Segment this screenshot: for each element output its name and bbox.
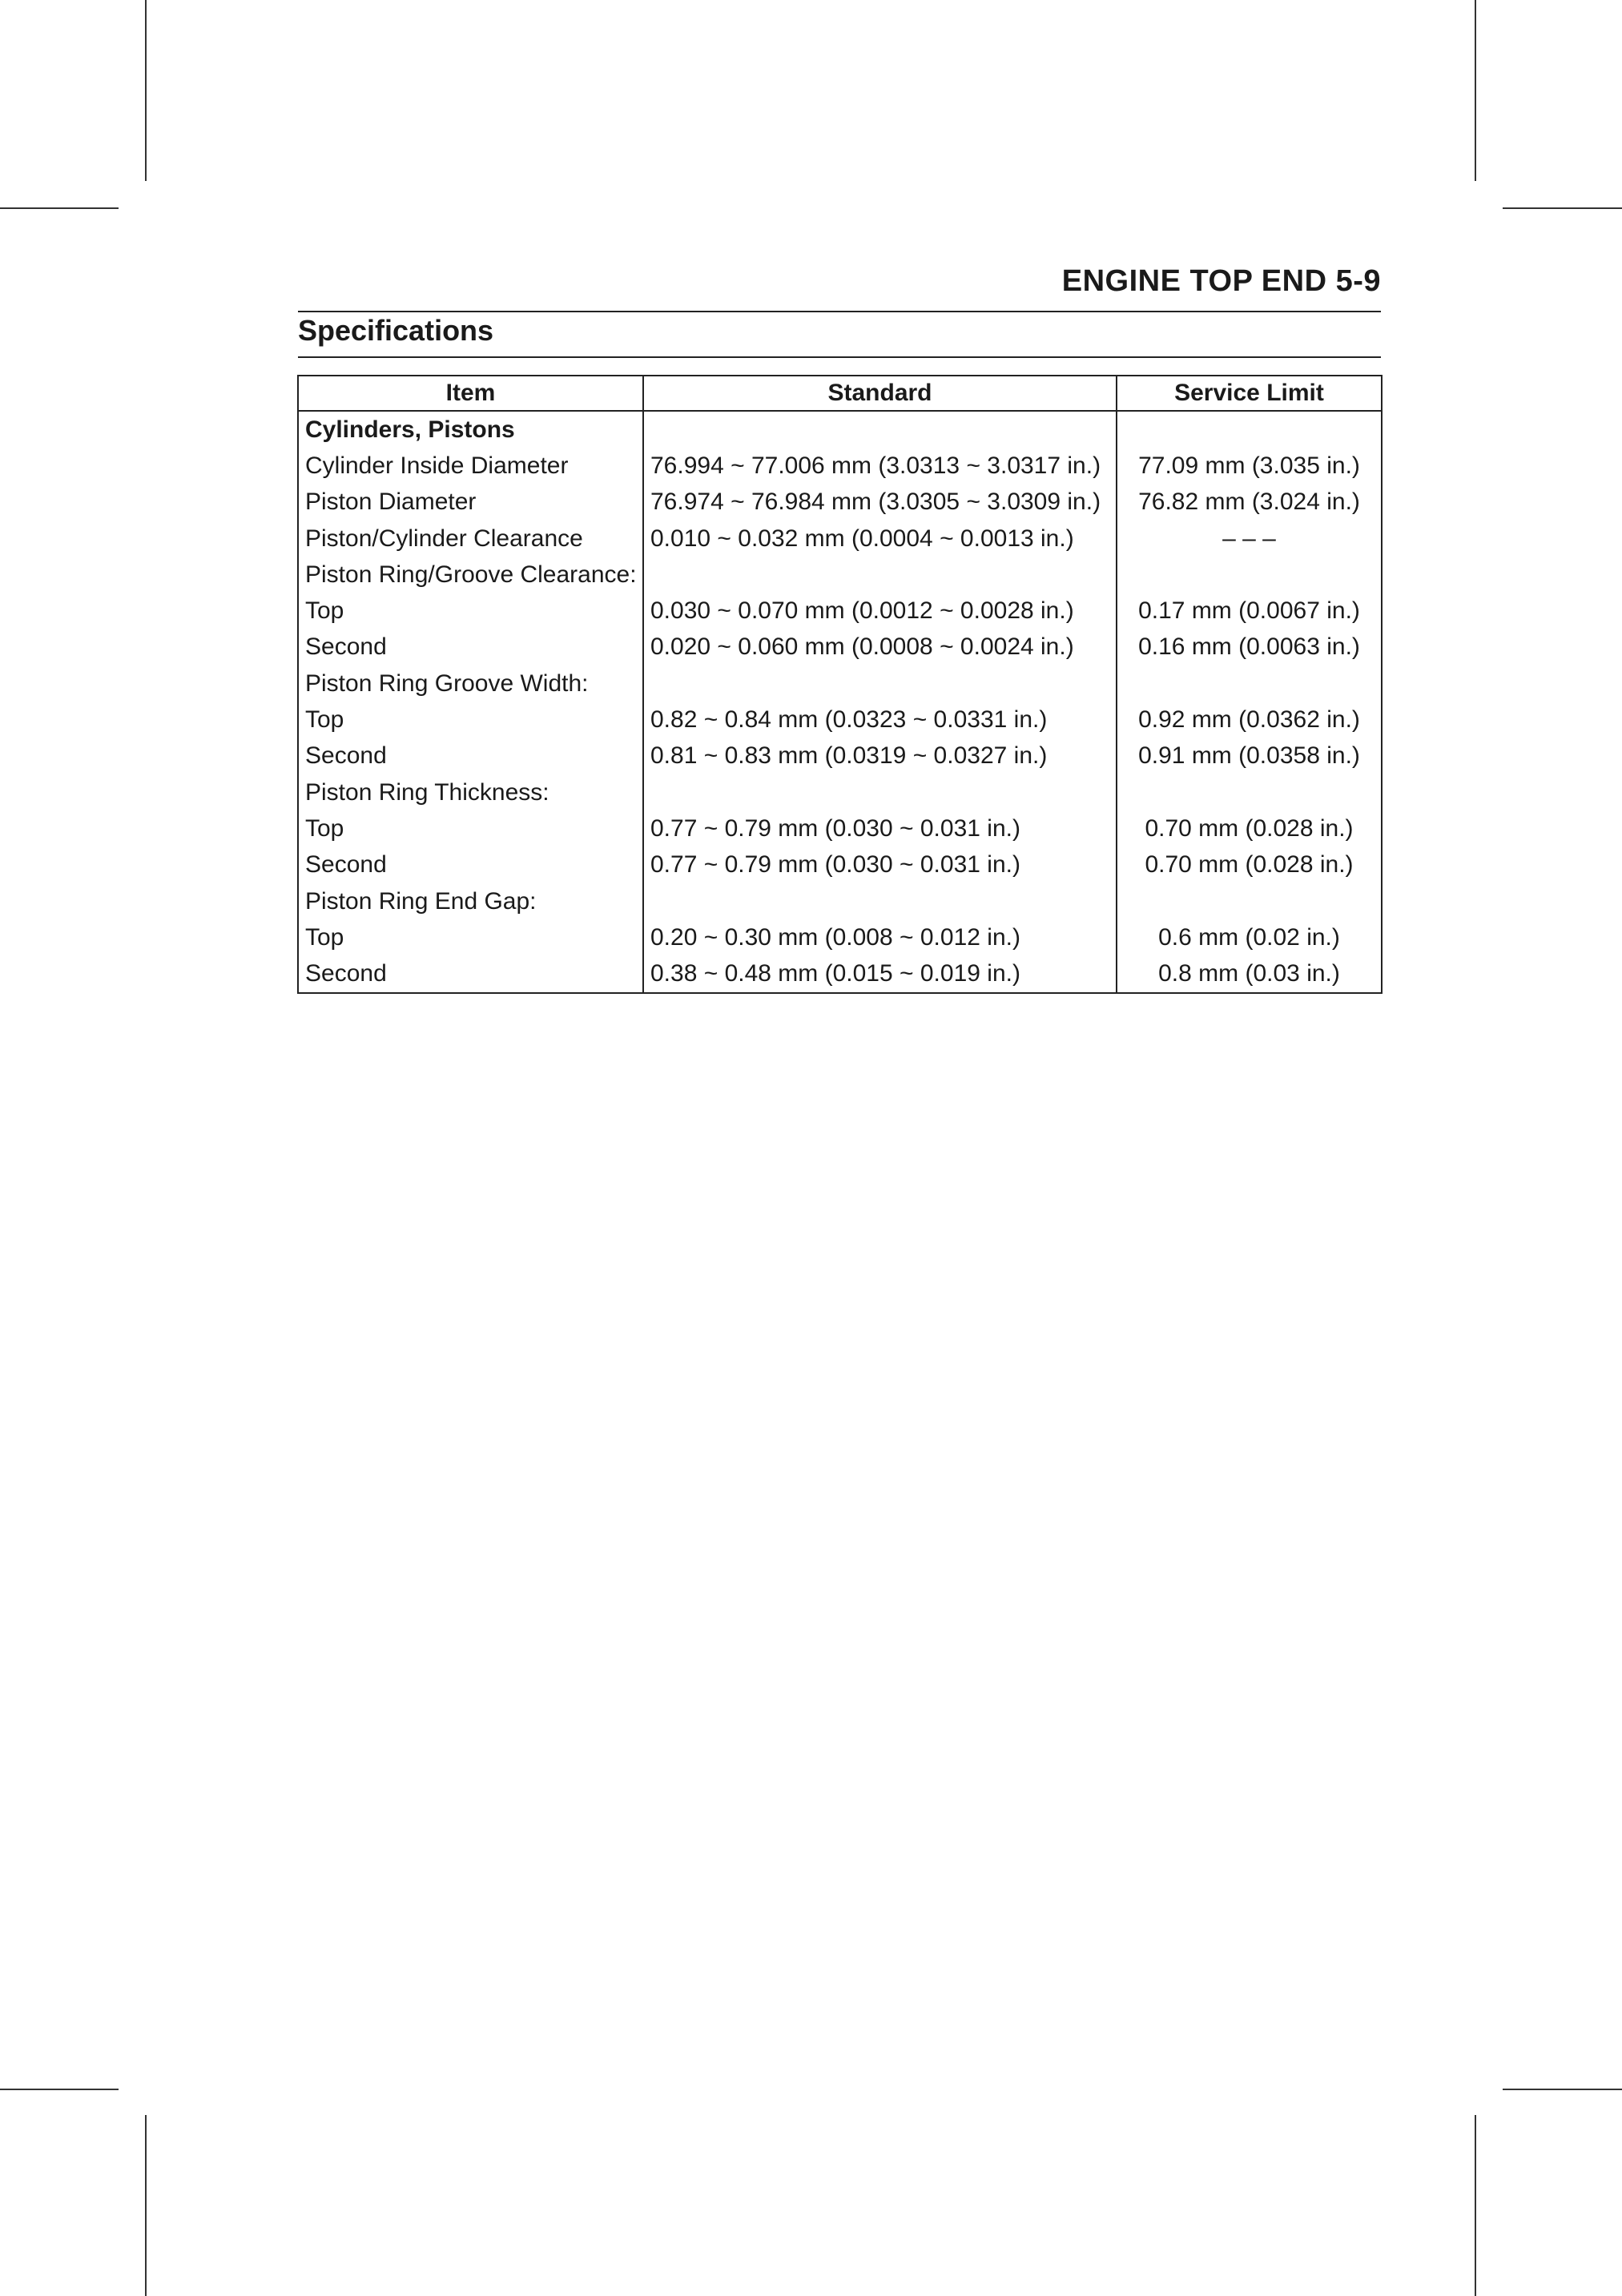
standard-cell (643, 411, 1117, 448)
service-limit-cell: – – – (1117, 521, 1382, 557)
standard-cell (643, 557, 1117, 593)
standard-cell: 0.38 ~ 0.48 mm (0.015 ~ 0.019 in.) (643, 955, 1117, 992)
table-row (298, 557, 1382, 593)
standard-cell: 76.994 ~ 77.006 mm (3.0313 ~ 3.0317 in.) (643, 448, 1117, 484)
section-rule (298, 356, 1381, 358)
crop-mark (0, 207, 119, 209)
item-cell: Second (298, 629, 643, 665)
crop-mark (1475, 2115, 1476, 2296)
table-row (298, 774, 1382, 810)
crop-mark (145, 2115, 147, 2296)
standard-cell: 0.020 ~ 0.060 mm (0.0008 ~ 0.0024 in.) (643, 629, 1117, 665)
column-header-standard: Standard (643, 376, 1117, 411)
standard-cell (643, 665, 1117, 702)
item-cell: Piston Ring Groove Width: (298, 665, 643, 702)
service-limit-cell: 0.92 mm (0.0362 in.) (1117, 702, 1382, 738)
service-limit-cell: 0.6 mm (0.02 in.) (1117, 919, 1382, 955)
service-limit-cell (1117, 411, 1382, 448)
table-row (298, 629, 1382, 665)
table-row (298, 485, 1382, 521)
item-cell: Piston Ring Thickness: (298, 774, 643, 810)
service-limit-cell: 0.17 mm (0.0067 in.) (1117, 593, 1382, 629)
standard-cell (643, 774, 1117, 810)
item-cell: Piston Diameter (298, 485, 643, 521)
item-cell: Second (298, 955, 643, 992)
crop-mark (145, 0, 147, 181)
table-row (298, 702, 1382, 738)
table-row (298, 810, 1382, 846)
item-cell: Cylinder Inside Diameter (298, 448, 643, 484)
item-cell: Top (298, 810, 643, 846)
service-limit-cell: 76.82 mm (3.024 in.) (1117, 485, 1382, 521)
section-title: Specifications (298, 314, 494, 347)
item-cell: Cylinders, Pistons (298, 411, 643, 448)
table-row (298, 521, 1382, 557)
crop-mark (0, 2089, 119, 2090)
table-header-row (298, 376, 1382, 411)
table-row (298, 593, 1382, 629)
column-header-item: Item (298, 376, 643, 411)
standard-cell: 0.20 ~ 0.30 mm (0.008 ~ 0.012 in.) (643, 919, 1117, 955)
service-limit-cell (1117, 883, 1382, 919)
table-row (298, 919, 1382, 955)
item-cell: Top (298, 593, 643, 629)
service-limit-cell (1117, 557, 1382, 593)
table-row (298, 411, 1382, 448)
page-header: ENGINE TOP END 5-9 (1061, 264, 1381, 298)
header-rule (298, 311, 1381, 312)
specifications-table (297, 375, 1383, 994)
standard-cell: 76.974 ~ 76.984 mm (3.0305 ~ 3.0309 in.) (643, 485, 1117, 521)
standard-cell: 0.030 ~ 0.070 mm (0.0012 ~ 0.0028 in.) (643, 593, 1117, 629)
item-cell: Second (298, 847, 643, 883)
table-row (298, 955, 1382, 992)
table-row (298, 883, 1382, 919)
crop-mark (1503, 2089, 1622, 2090)
table-row (298, 665, 1382, 702)
crop-mark (1475, 0, 1476, 181)
item-cell: Piston Ring End Gap: (298, 883, 643, 919)
service-limit-cell: 0.70 mm (0.028 in.) (1117, 847, 1382, 883)
standard-cell: 0.82 ~ 0.84 mm (0.0323 ~ 0.0331 in.) (643, 702, 1117, 738)
service-limit-cell (1117, 774, 1382, 810)
item-cell: Piston/Cylinder Clearance (298, 521, 643, 557)
item-cell: Second (298, 738, 643, 774)
item-cell: Top (298, 919, 643, 955)
service-limit-cell (1117, 665, 1382, 702)
table-row (298, 448, 1382, 484)
table-row (298, 738, 1382, 774)
standard-cell: 0.77 ~ 0.79 mm (0.030 ~ 0.031 in.) (643, 847, 1117, 883)
standard-cell (643, 883, 1117, 919)
column-header-service-limit: Service Limit (1117, 376, 1382, 411)
item-cell: Top (298, 702, 643, 738)
standard-cell: 0.010 ~ 0.032 mm (0.0004 ~ 0.0013 in.) (643, 521, 1117, 557)
standard-cell: 0.77 ~ 0.79 mm (0.030 ~ 0.031 in.) (643, 810, 1117, 846)
service-limit-cell: 0.91 mm (0.0358 in.) (1117, 738, 1382, 774)
service-limit-cell: 0.70 mm (0.028 in.) (1117, 810, 1382, 846)
service-limit-cell: 0.16 mm (0.0063 in.) (1117, 629, 1382, 665)
service-limit-cell: 77.09 mm (3.035 in.) (1117, 448, 1382, 484)
crop-mark (1503, 207, 1622, 209)
standard-cell: 0.81 ~ 0.83 mm (0.0319 ~ 0.0327 in.) (643, 738, 1117, 774)
item-cell: Piston Ring/Groove Clearance: (298, 557, 643, 593)
table-row (298, 847, 1382, 883)
service-limit-cell: 0.8 mm (0.03 in.) (1117, 955, 1382, 992)
